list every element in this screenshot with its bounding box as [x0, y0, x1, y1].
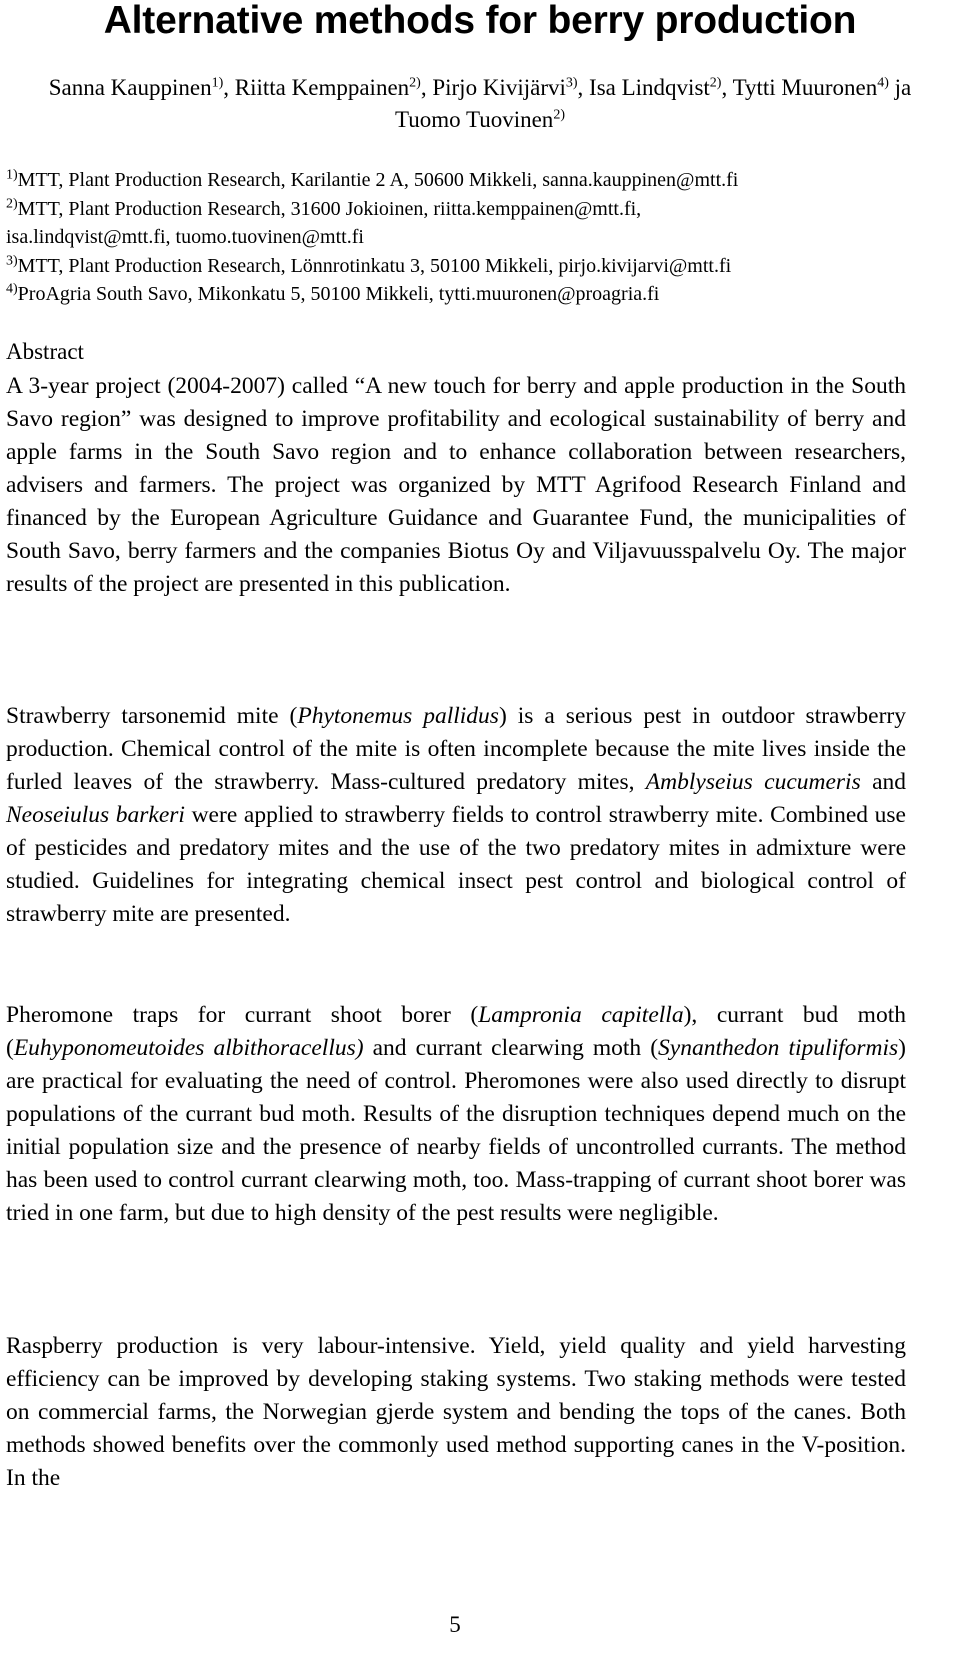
author-separator: ja: [888, 75, 912, 100]
affiliation-line: [6, 166, 926, 195]
author-name: Pirjo Kivijärvi: [432, 75, 566, 100]
author-affiliation-marker: 4): [877, 75, 889, 91]
species-name: Neoseiulus barkeri: [6, 802, 185, 828]
paragraph-text: ) are practical for evaluating the need of control. Pheromones were also used directly to disrupt populations of the currant bud moth. Results of the disruption techniques depend much on the initial population size and the presence of nearby fields of uncontrolled currants. The method has been used to control currant clearwing moth, too. Mass-trapping of currant shoot borer was tried in one farm, but due to high density of the pest results were negligible.: [6, 1035, 906, 1226]
affiliation-line: [6, 280, 926, 309]
author-affiliation-marker: 3): [565, 75, 578, 91]
affiliation-text: ProAgria South Savo, Mikonkatu 5, 50100 Mikkeli, tytti.muuronen@proagria.fi: [17, 283, 660, 305]
author-affiliation-marker: 2): [553, 107, 565, 123]
author-name: Tytti Muuronen: [732, 75, 878, 100]
affiliation-line: [6, 223, 926, 252]
author-affiliation-marker: 2): [409, 75, 421, 91]
paragraph-text: Strawberry tarsonemid mite (: [6, 703, 298, 729]
author-separator: ,: [223, 75, 235, 100]
affiliation-text: MTT, Plant Production Research, Karilantie 2 A, 50600 Mikkeli, sanna.kauppinen@mtt.fi: [17, 169, 739, 191]
affiliation-marker: 3): [6, 252, 18, 268]
abstract-paragraph: A 3-year project (2004-2007) called “A new touch for berry and apple production in the South Savo region” was designed to improve profitability and ecological sustainability of berry and apple farms in the South Savo region and to enhance collaboration between researchers, advisers and farmers. The project was organized by MTT Agrifood Research Finland and financed by the European Agriculture Guidance and Guarantee Fund, the municipalities of South Savo, berry farmers and the companies Biotus Oy and Viljavuusspalvelu Oy. The major results of the project are presented in this publication.: [6, 373, 906, 597]
abstract-heading: Abstract: [6, 339, 84, 364]
author-separator: ,: [420, 75, 433, 100]
paragraph-text: and: [860, 769, 907, 795]
species-name: Euhyponomeutoides albithoracellus): [13, 1035, 364, 1061]
author-name: Sanna Kauppinen: [48, 75, 212, 100]
paper-title: Alternative methods for berry production: [103, 0, 857, 42]
affiliation-marker: 4): [6, 281, 18, 297]
author-affiliation-marker: 1): [211, 75, 224, 91]
author-name: Riitta Kemppainen: [234, 75, 410, 100]
affiliation-text: MTT, Plant Production Research, Lönnrotinkatu 3, 50100 Mikkeli, pirjo.kivijarvi@mtt.fi: [17, 254, 732, 277]
author-separator: ,: [577, 75, 590, 100]
paragraph-text: Pheromone traps for currant shoot borer (: [6, 1002, 479, 1028]
affiliation-text: isa.lindqvist@mtt.fi, tuomo.tuovinen@mtt.fi: [6, 226, 364, 248]
affiliation-line: [6, 252, 926, 281]
species-name: Phytonemus pallidus: [297, 703, 499, 729]
pheromone-paragraph: [6, 999, 906, 1230]
paragraph-text: ), currant bud moth (: [6, 1002, 906, 1061]
affiliation-marker: 2): [6, 195, 18, 211]
affiliation-text: MTT, Plant Production Research, 31600 Jokioinen, riitta.kemppainen@mtt.fi,: [17, 197, 642, 220]
author-list: [20, 72, 940, 136]
paragraph-text: ) is a serious pest in outdoor strawberry production. Chemical control of the mite is often incomplete because the mite lives inside the furled leaves of the strawberry. Mass-cultured predatory mites,: [6, 703, 907, 795]
strawberry-mite-paragraph: [6, 700, 906, 931]
author-affiliation-marker: 2): [709, 75, 722, 91]
species-name: Synanthedon tipuliformis: [658, 1035, 899, 1061]
page-number: 5: [449, 1612, 461, 1637]
species-name: Lampronia capitella: [478, 1002, 684, 1028]
author-name: Tuomo Tuovinen: [395, 107, 554, 132]
affiliation-list: [6, 166, 926, 309]
affiliation-line: [6, 195, 926, 224]
affiliation-marker: 1): [6, 167, 18, 183]
paragraph-text: and currant clearwing moth (: [363, 1035, 659, 1061]
paragraph-text: were applied to strawberry fields to control strawberry mite. Combined use of pesticides and predatory mites and the use of the two predatory mites in admixture were studied. Guidelines for integrating chemical insect pest control and biological control of strawberry mite are presented.: [6, 802, 906, 927]
raspberry-paragraph: Raspberry production is very labour-intensive. Yield, yield quality and yield harvesting efficiency can be improved by developing staking systems. Two staking methods were tested on commercial farms, the Norwegian gjerde system and bending the tops of the canes. Both methods showed benefits over the commonly used method supporting canes in the V-position. In the: [6, 1333, 906, 1491]
species-name: Amblyseius cucumeris: [645, 769, 861, 795]
author-name: Isa Lindqvist: [589, 75, 710, 100]
author-separator: ,: [721, 75, 733, 100]
